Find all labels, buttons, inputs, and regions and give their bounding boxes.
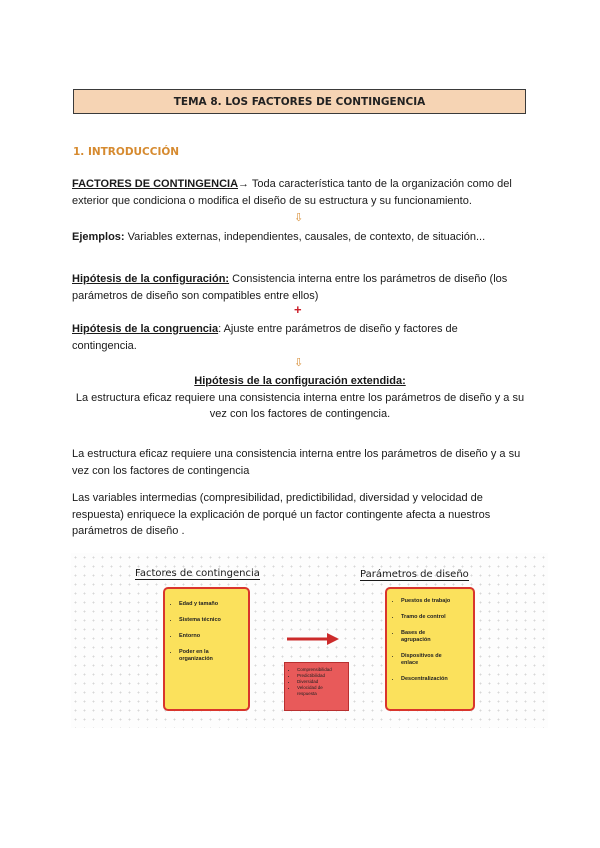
hip-extendida-block [60, 373, 540, 423]
hip-extendida-label: Hipótesis de la configuración extendida: [194, 375, 406, 387]
factores-definition-2: exterior que condiciona o modifica el diseño de su estructura y su funcionamiento. [72, 194, 472, 207]
factor-item: • Edad y tamaño [179, 601, 248, 608]
hip-config-line1: Consistencia interna entre los parámetros de diseño (los [229, 273, 508, 285]
factores-paragraph [72, 176, 532, 209]
hip-congruencia-paragraph [72, 321, 532, 354]
diagram-right-title: Parámetros de diseño [360, 569, 469, 580]
document-title: TEMA 8. LOS FACTORES DE CONTINGENCIA [173, 95, 426, 108]
parametro-item: • Bases de agrupación [401, 630, 441, 644]
plus-icon: + [294, 302, 302, 317]
intermediate-item: • Predictibilidad [297, 673, 348, 679]
factores-definition-1: Toda característica tanto de la organización como del [249, 178, 512, 190]
factores-arrow: → [238, 178, 250, 190]
variables-line3: parámetros de diseño . [72, 525, 185, 537]
estructura-line1: La estructura eficaz requiere una consistencia interna entre los parámetros de diseño y a su [72, 448, 521, 460]
estructura-line2: vez con los factores de contingencia [72, 464, 250, 477]
factor-item: • Entorno [179, 633, 248, 640]
contingency-diagram [71, 553, 548, 728]
hip-config-label: Hipótesis de la configuración: [72, 273, 230, 285]
intermediate-item: • Comprensibilidad [297, 667, 348, 673]
down-arrow-icon-2: ⇩ [294, 357, 304, 369]
hip-congruencia-label: Hipótesis de la congruencia [72, 323, 219, 335]
parametro-item: • Tramo de control [401, 614, 473, 621]
parametro-item: • Dispositivos de enlace [401, 653, 459, 667]
intermediate-item: • Diversidad [297, 679, 348, 685]
right-arrow-icon [287, 632, 339, 646]
intermediate-item: • Velocidad de respuesta [297, 685, 327, 697]
hip-extendida-line1: La estructura eficaz requiere una consistencia interna entre los parámetros de diseño y a su [75, 391, 525, 404]
ejemplos-paragraph [72, 229, 532, 246]
factores-box [163, 587, 250, 711]
down-arrow-icon: ⇩ [294, 212, 304, 224]
hip-congruencia-line2: contingencia. [72, 339, 137, 352]
hip-extendida-line2: vez con los factores de contingencia. [209, 408, 391, 420]
ejemplos-text: Variables externas, independientes, causales, de contexto, de situación... [124, 231, 486, 243]
diagram-left-title: Factores de contingencia [135, 568, 260, 579]
variables-paragraph [72, 490, 542, 540]
hip-config-line2: parámetros de diseño son compatibles entre ellos) [72, 289, 319, 302]
document-title-box [73, 89, 526, 114]
parametro-item: • Descentralización [401, 676, 473, 683]
ejemplos-label: Ejemplos: [72, 231, 125, 243]
parametros-box [385, 587, 475, 711]
variables-line2: respuesta) enriquece la explicación de porqué un factor contingente afecta a nuestros [72, 508, 491, 521]
factor-item: • Poder en la organización [179, 649, 237, 663]
estructura-paragraph [72, 446, 542, 479]
factores-term: FACTORES DE CONTINGENCIA [72, 178, 239, 190]
parametro-item: • Puestos de trabajo [401, 598, 473, 605]
hip-config-paragraph [72, 271, 532, 304]
hip-congruencia-line1: : Ajuste entre parámetros de diseño y factores de [218, 323, 458, 335]
variables-line1: Las variables intermedias (compresibilidad, predictibilidad, diversidad y velocidad de [72, 492, 483, 504]
factor-item: • Sistema técnico [179, 617, 221, 624]
section-title: 1. INTRODUCCIÓN [73, 146, 180, 158]
intermediate-variables-box [284, 662, 349, 711]
